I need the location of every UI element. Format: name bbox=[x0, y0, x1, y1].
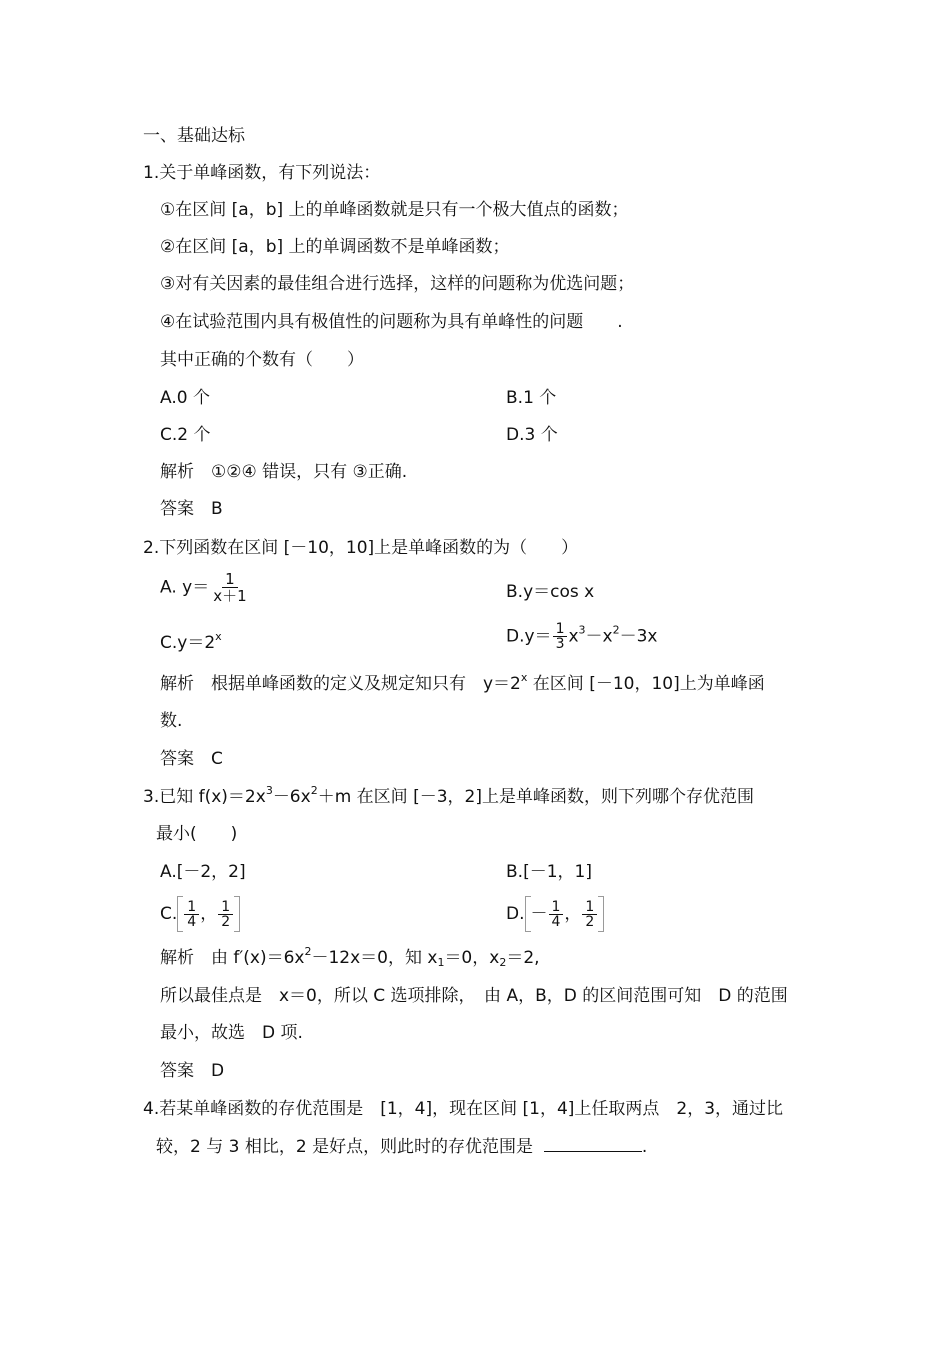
q3-stem-exp1: 3 bbox=[265, 784, 273, 797]
q3-option-c-den1: 4 bbox=[187, 913, 197, 930]
right-bracket-icon bbox=[598, 896, 604, 932]
q2-option-d bbox=[506, 622, 658, 651]
q3-option-d-fraction-2 bbox=[582, 900, 597, 929]
q3-answer: 答案 D bbox=[160, 1061, 225, 1081]
q3-option-d-sep: ， bbox=[564, 904, 582, 924]
q2-analysis-part-a: 解析 根据单峰函数的定义及规定知只有 y＝2 bbox=[160, 674, 521, 694]
q2-option-d-tail: －3x bbox=[619, 626, 658, 647]
q4-stem-cont bbox=[156, 1135, 647, 1158]
q3-option-d-label: D. bbox=[506, 904, 525, 924]
q3-option-c-fraction-2 bbox=[218, 900, 233, 929]
q1-statement-1: ①在区间 [a，b] 上的单峰函数就是只有一个极大值点的函数； bbox=[160, 200, 629, 220]
q1-option-d: D.3 个 bbox=[506, 425, 558, 445]
q3-option-d-minus: － bbox=[530, 904, 548, 924]
q3-analysis bbox=[160, 947, 540, 969]
q2-option-a-fraction bbox=[210, 571, 249, 604]
answer-blank[interactable] bbox=[544, 1135, 642, 1152]
q2-option-d-numerator: 1 bbox=[553, 622, 568, 637]
q3-stem-part-a: 3.已知 f(x)＝2x bbox=[143, 787, 266, 807]
q1-stem: 1.关于单峰函数，有下列说法： bbox=[143, 163, 381, 183]
q3-option-d-den2: 2 bbox=[585, 913, 595, 930]
q3-stem-exp2: 2 bbox=[310, 784, 318, 797]
q1-option-b: B.1 个 bbox=[506, 388, 557, 408]
q4-stem-text: 较，2 与 3 相比，2 是好点，则此时的存优范围是 bbox=[156, 1137, 534, 1157]
q3-analysis-part-d: ＝2, bbox=[506, 948, 540, 968]
q1-analysis: 解析 ①②④ 错误，只有 ③正确. bbox=[160, 462, 408, 482]
q3-analysis-sub2: 2 bbox=[499, 956, 507, 969]
left-bracket-icon bbox=[177, 896, 183, 932]
q2-analysis-cont: 数. bbox=[160, 711, 183, 731]
q4-stem-end: . bbox=[641, 1137, 648, 1157]
q2-option-a-numerator: 1 bbox=[222, 571, 238, 588]
q3-analysis-part-a: 解析 由 f′(x)＝6x bbox=[160, 948, 305, 968]
q2-option-d-fraction bbox=[553, 622, 568, 651]
q3-option-d-den1: 4 bbox=[551, 913, 561, 930]
q2-stem: 2.下列函数在区间 [－10，10]上是单峰函数的为（ ） bbox=[143, 538, 579, 558]
q3-option-d-num1: 1 bbox=[549, 900, 564, 915]
q3-analysis-sub1: 1 bbox=[437, 956, 445, 969]
q2-option-d-denominator: 3 bbox=[555, 636, 565, 652]
q3-option-c-num1: 1 bbox=[184, 900, 199, 915]
q3-option-c bbox=[160, 896, 240, 932]
q2-answer: 答案 C bbox=[160, 749, 223, 769]
q3-stem-cont: 最小( ) bbox=[156, 824, 238, 844]
q3-option-b: B.[－1，1] bbox=[506, 862, 592, 882]
q2-option-a-denominator: x＋1 bbox=[213, 587, 247, 605]
q2-analysis-part-b: 在区间 [－10，10]上为单峰函 bbox=[527, 674, 765, 694]
q1-statement-3: ③对有关因素的最佳组合进行选择，这样的问题称为优选问题； bbox=[160, 274, 635, 294]
q2-option-d-exp3: 3 bbox=[578, 623, 586, 637]
q1-option-c: C.2 个 bbox=[160, 425, 211, 445]
q3-stem-part-b: －6x bbox=[272, 787, 311, 807]
q2-option-d-exp2: 2 bbox=[612, 623, 620, 637]
q2-analysis bbox=[160, 673, 765, 695]
q3-option-c-sep: ， bbox=[200, 904, 218, 924]
q3-analysis-line-2: 所以最佳点是 x＝0，所以 C 选项排除， 由 A，B，D 的区间范围可知 D 的范围 bbox=[160, 986, 788, 1006]
q3-option-a: A.[－2，2] bbox=[160, 862, 246, 882]
q3-analysis-exponent: 2 bbox=[304, 945, 312, 958]
q3-analysis-line-3: 最小，故选 D 项. bbox=[160, 1023, 303, 1043]
q2-option-c bbox=[160, 632, 222, 654]
q3-option-d-fraction-1 bbox=[549, 900, 564, 929]
q1-option-a: A.0 个 bbox=[160, 388, 210, 408]
q3-stem-part-c: ＋m 在区间 [－3，2]上是单峰函数，则下列哪个存优范围 bbox=[317, 787, 754, 807]
q1-statement-4: ④在试验范围内具有极值性的问题称为具有单峰性的问题 . bbox=[160, 312, 623, 332]
q3-option-c-label: C. bbox=[160, 904, 178, 924]
q3-option-d-num2: 1 bbox=[582, 900, 597, 915]
section-title: 一、基础达标 bbox=[143, 126, 245, 146]
q3-option-c-den2: 2 bbox=[221, 913, 231, 930]
q3-option-d bbox=[506, 896, 604, 932]
q1-answer: 答案 B bbox=[160, 499, 223, 519]
q2-option-a bbox=[160, 571, 251, 604]
q3-option-c-fraction-1 bbox=[184, 900, 199, 929]
q3-analysis-part-c: ＝0，x bbox=[444, 948, 500, 968]
right-bracket-icon bbox=[234, 896, 240, 932]
q3-analysis-part-b: －12x＝0，知 x bbox=[311, 948, 438, 968]
q2-option-d-x: x bbox=[568, 626, 579, 647]
q4-stem: 4.若某单峰函数的存优范围是 [1，4]，现在区间 [1，4]上任取两点 2，3，通过比 bbox=[143, 1099, 784, 1119]
q1-question: 其中正确的个数有（ ） bbox=[160, 350, 364, 370]
q3-stem bbox=[143, 786, 754, 808]
q2-option-d-mid: －x bbox=[585, 626, 613, 647]
q3-option-c-num2: 1 bbox=[218, 900, 233, 915]
q2-option-a-prefix: A. y＝ bbox=[160, 577, 210, 598]
q2-option-b: B.y＝cos x bbox=[506, 582, 595, 602]
q2-option-c-exponent: x bbox=[215, 630, 222, 643]
q1-statement-2: ②在区间 [a，b] 上的单调函数不是单峰函数； bbox=[160, 237, 510, 257]
q2-analysis-exponent: x bbox=[520, 671, 528, 684]
q2-option-c-base: C.y＝2 bbox=[160, 633, 216, 653]
q2-option-d-prefix: D.y＝ bbox=[506, 626, 552, 647]
